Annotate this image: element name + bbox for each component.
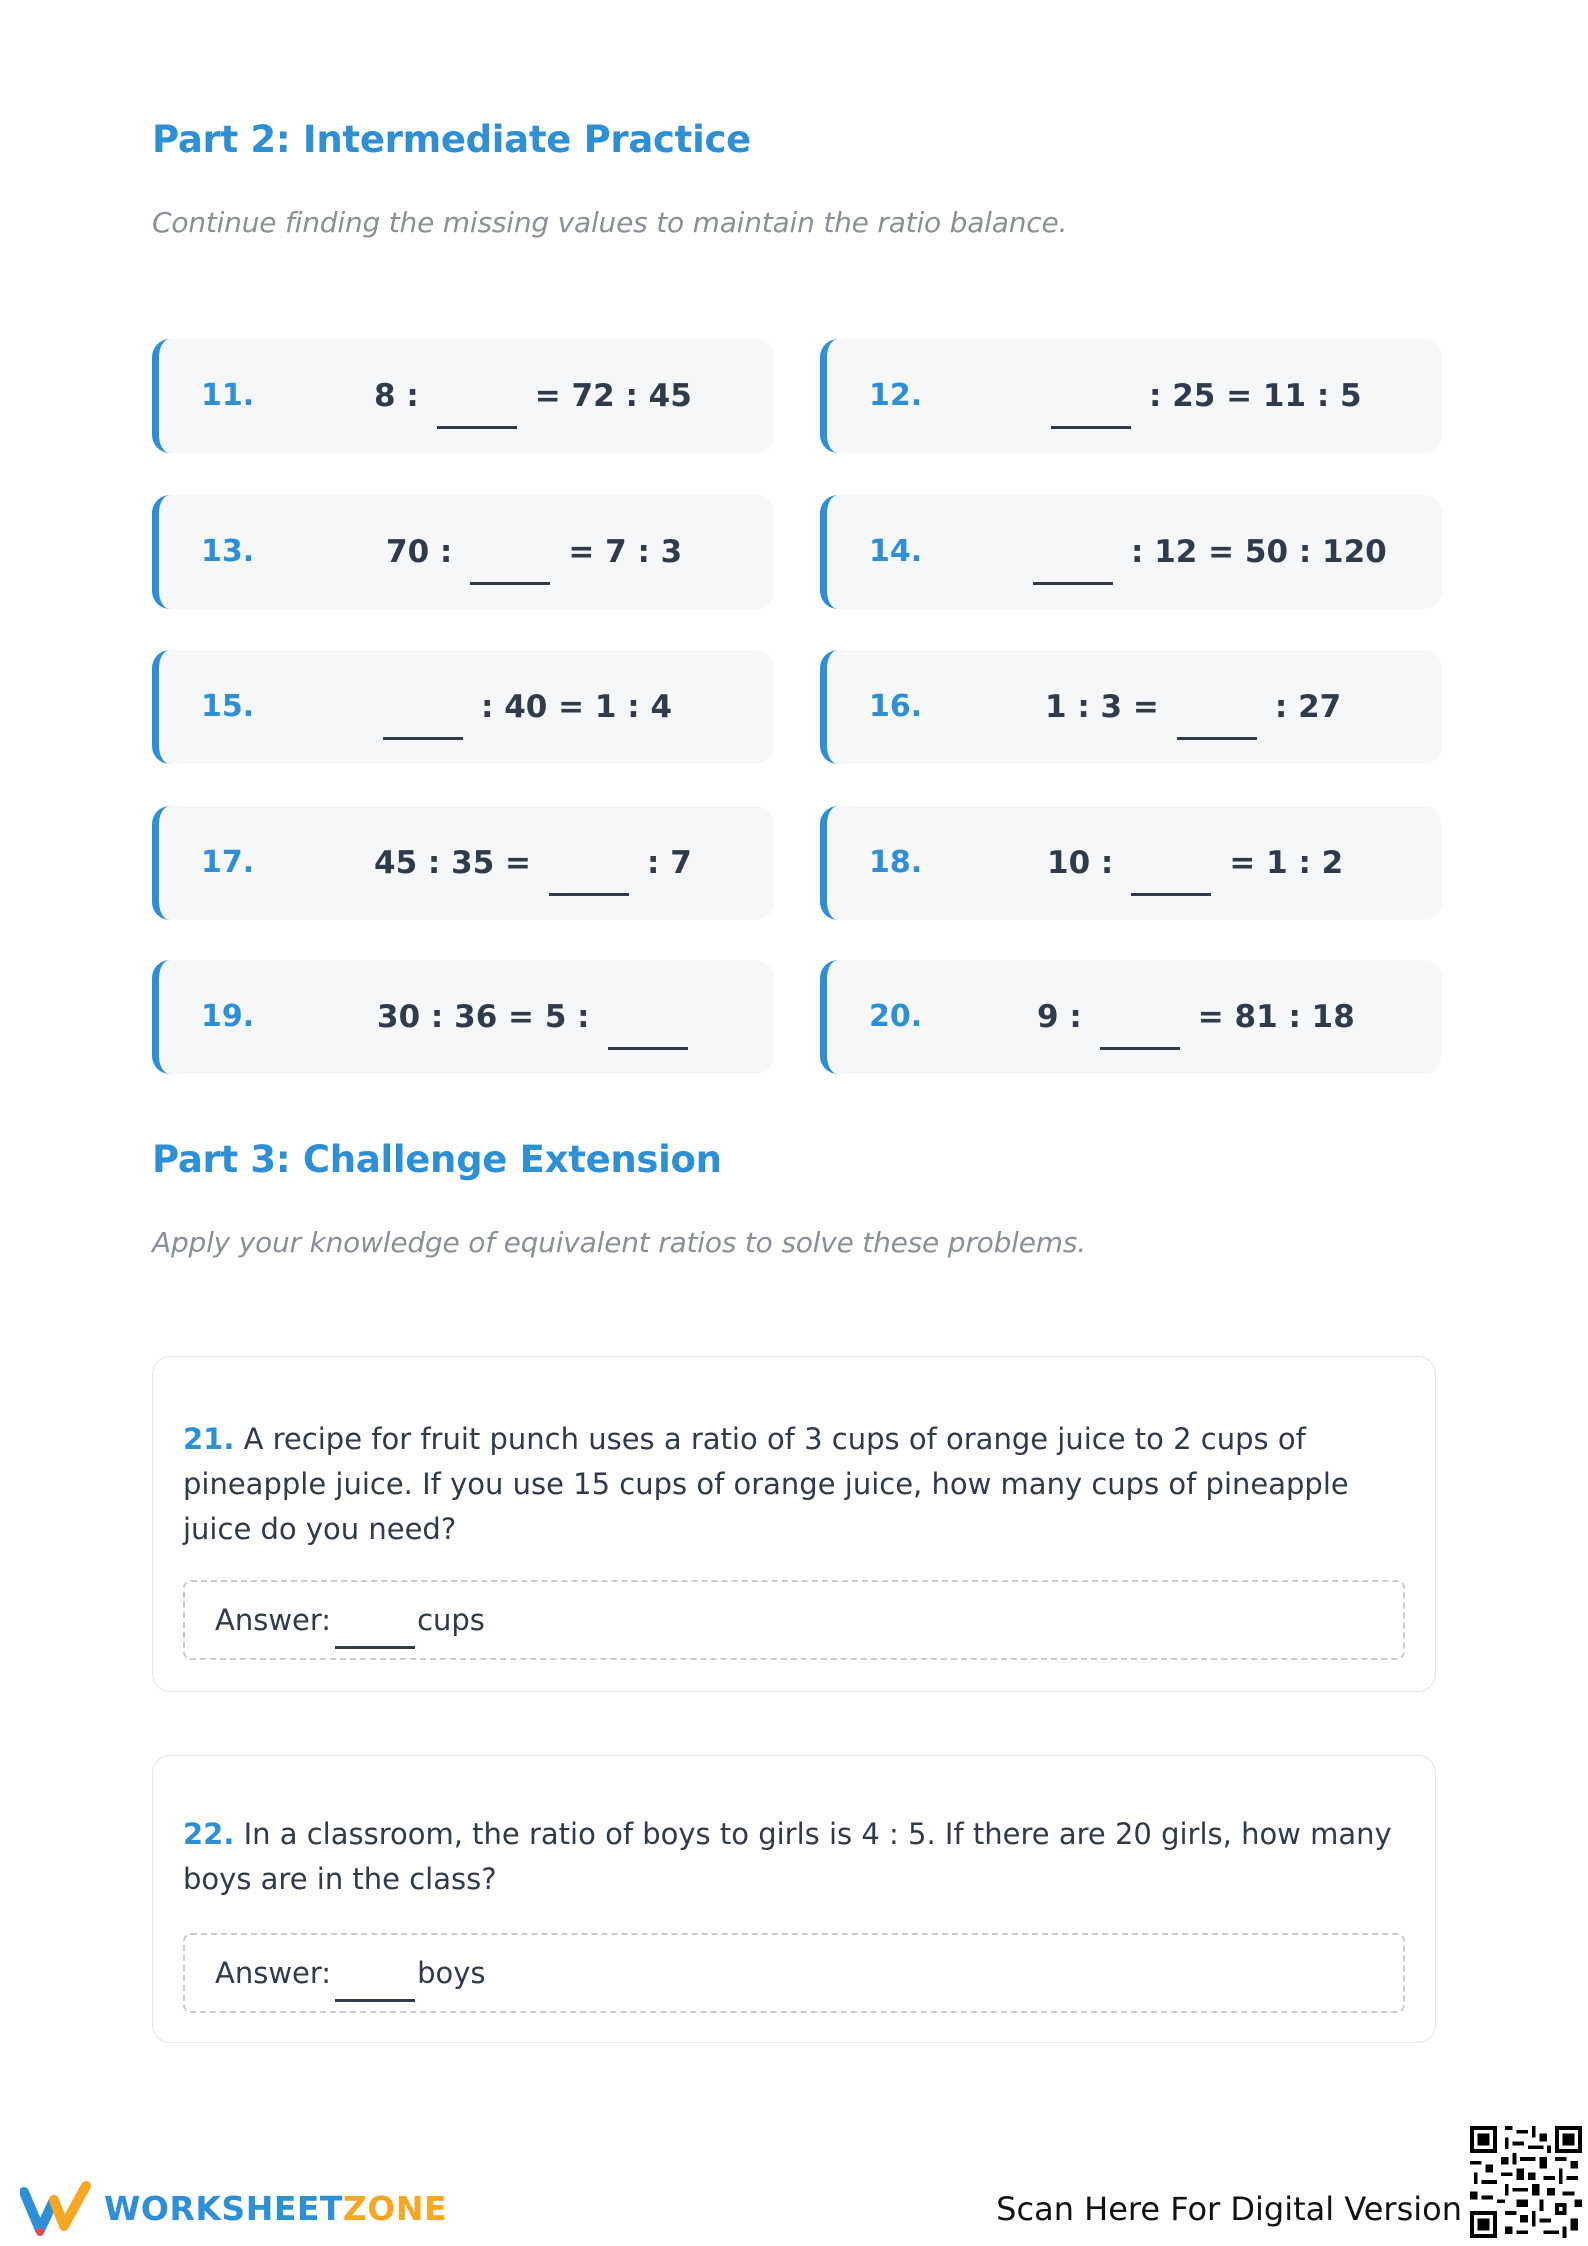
- equation-left: 1 : 3 =: [1045, 689, 1159, 725]
- equation-left: 8 :: [374, 378, 419, 414]
- question-card-21: [152, 1356, 1436, 1692]
- answer-blank[interactable]: [608, 1013, 688, 1050]
- equation-right: = 81 : 18: [1197, 999, 1355, 1035]
- section-subtitle-part2: Continue finding the missing values to maintain the ratio balance.: [152, 206, 1068, 239]
- answer-blank[interactable]: [437, 392, 517, 429]
- answer-box: [183, 1580, 1405, 1660]
- answer-blank[interactable]: [383, 703, 463, 740]
- answer-blank[interactable]: [470, 548, 550, 585]
- problem-equation: [1015, 495, 1387, 609]
- brand-name: WORKSHEETZONE: [104, 2188, 448, 2228]
- problem-card-19: [152, 960, 774, 1074]
- problem-card-18: [820, 806, 1442, 920]
- problem-number: 14.: [869, 534, 923, 569]
- problem-card-14: [820, 495, 1442, 609]
- equation-left: 45 : 35 =: [374, 845, 532, 881]
- answer-blank[interactable]: [335, 1616, 415, 1649]
- problem-number: 16.: [869, 689, 923, 724]
- problem-number: 19.: [201, 999, 255, 1034]
- problem-card-20: [820, 960, 1442, 1074]
- question-body: A recipe for fruit punch uses a ratio of 3 cups of orange juice to 2 cups of pineapple juice. If you use 15 cups of orange juice, how many cups of pineapple juice do you need?: [183, 1422, 1349, 1546]
- equation-right: = 1 : 2: [1229, 845, 1344, 881]
- equation-right: : 12 = 50 : 120: [1131, 534, 1387, 570]
- section-title-part3: Part 3: Challenge Extension: [152, 1138, 722, 1181]
- problem-equation: [374, 339, 692, 453]
- equation-left: 30 : 36 = 5 :: [377, 999, 590, 1035]
- answer-unit: boys: [417, 1956, 486, 1990]
- problem-equation: [1047, 806, 1343, 920]
- answer-label: Answer:: [215, 1956, 332, 1990]
- problem-card-17: [152, 806, 774, 920]
- problem-equation: [374, 806, 692, 920]
- problem-card-12: [820, 339, 1442, 453]
- problem-equation: [1037, 960, 1355, 1074]
- problem-equation: [1045, 650, 1341, 764]
- equation-left: 9 :: [1037, 999, 1082, 1035]
- answer-blank[interactable]: [1131, 859, 1211, 896]
- equation-right: : 25 = 11 : 5: [1149, 378, 1362, 414]
- problem-number: 15.: [201, 689, 255, 724]
- answer-blank[interactable]: [1051, 392, 1131, 429]
- equation-right: : 40 = 1 : 4: [481, 689, 673, 725]
- equation-right: = 72 : 45: [534, 378, 692, 414]
- problem-equation: [386, 495, 682, 609]
- answer-blank[interactable]: [335, 1969, 415, 2002]
- question-number: 21.: [183, 1422, 235, 1456]
- problem-equation: [377, 960, 706, 1074]
- answer-blank[interactable]: [1177, 703, 1257, 740]
- problem-equation: [365, 650, 672, 764]
- problem-card-15: [152, 650, 774, 764]
- problem-number: 20.: [869, 999, 923, 1034]
- answer-blank[interactable]: [1100, 1013, 1180, 1050]
- answer-blank[interactable]: [1033, 548, 1113, 585]
- question-text: [183, 1812, 1395, 1902]
- problem-number: 17.: [201, 845, 255, 880]
- problem-number: 12.: [869, 378, 923, 413]
- problem-equation: [1033, 339, 1362, 453]
- question-number: 22.: [183, 1817, 235, 1851]
- scan-text: Scan Here For Digital Version: [996, 2190, 1462, 2228]
- question-card-22: [152, 1755, 1436, 2043]
- question-body: In a classroom, the ratio of boys to girls is 4 : 5. If there are 20 girls, how many boys are in the class?: [183, 1817, 1392, 1896]
- section-subtitle-part3: Apply your knowledge of equivalent ratios to solve these problems.: [152, 1226, 1086, 1259]
- problem-card-16: [820, 650, 1442, 764]
- problem-number: 13.: [201, 534, 255, 569]
- answer-box: [183, 1933, 1405, 2013]
- problem-card-13: [152, 495, 774, 609]
- equation-right: : 7: [647, 845, 692, 881]
- problem-number: 11.: [201, 378, 255, 413]
- answer-unit: cups: [417, 1603, 485, 1637]
- brand-logo: [20, 2176, 447, 2240]
- equation-right: : 27: [1274, 689, 1342, 725]
- equation-left: 70 :: [386, 534, 453, 570]
- problem-number: 18.: [869, 845, 923, 880]
- section-title-part2: Part 2: Intermediate Practice: [152, 118, 751, 161]
- answer-label: Answer:: [215, 1603, 332, 1637]
- equation-left: 10 :: [1047, 845, 1114, 881]
- qr-code-icon[interactable]: [1470, 2126, 1582, 2238]
- question-text: [183, 1417, 1395, 1552]
- worksheetzone-logo-icon: [20, 2178, 94, 2238]
- problem-card-11: [152, 339, 774, 453]
- equation-right: = 7 : 3: [568, 534, 683, 570]
- answer-blank[interactable]: [549, 859, 629, 896]
